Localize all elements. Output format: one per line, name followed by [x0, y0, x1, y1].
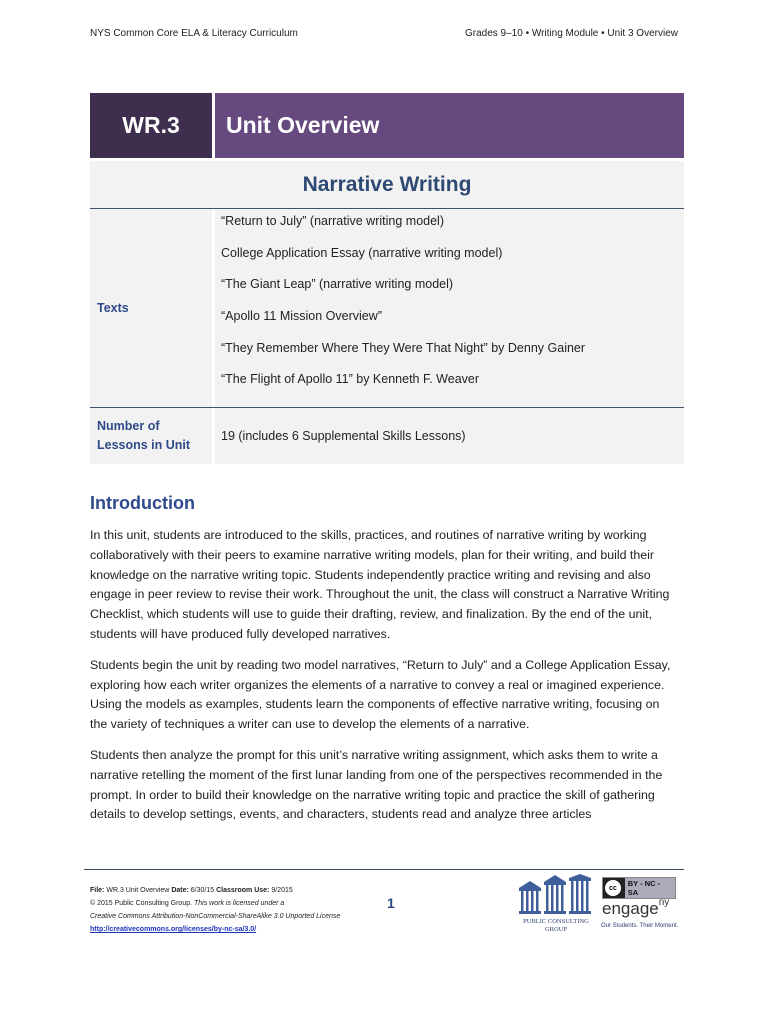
- license-link[interactable]: http://creativecommons.org/licenses/by-nc-sa/3.0/: [90, 926, 257, 933]
- text-item: “The Giant Leap” (narrative writing model): [221, 277, 454, 292]
- engageny-tagline: Our Students. Their Moment.: [601, 923, 679, 929]
- texts-label: Texts: [97, 300, 129, 315]
- paragraph: In this unit, students are introduced to the skills, practices, and routines of narrative writing by working collaboratively with their peers to examine narrative writing models, plan for their writing, and build their knowledge on the narrative writing topic. Students independently practice writing and revising and also engage in peer review to revise their work. Throughout the unit, the class will construct a Narrative Writing Checklist, which students will use to guide their drafting, review, and finalization. By the end of the unit, students will have produced fully developed narratives.: [90, 528, 670, 641]
- lessons-label: Number of Lessons in Unit: [97, 419, 191, 453]
- page-number: 1: [387, 895, 395, 911]
- text-item: College Application Essay (narrative writing model): [221, 245, 503, 260]
- introduction-body: [90, 526, 680, 836]
- title-row: [90, 93, 684, 158]
- creative-commons-badge: [602, 877, 676, 899]
- texts-row: [90, 209, 684, 407]
- cc-icon: cc: [605, 880, 621, 896]
- header-curriculum: NYS Common Core ELA & Literacy Curriculum: [90, 28, 298, 39]
- text-item: “They Remember Where They Were That Night” by Denny Gainer: [221, 340, 586, 355]
- paragraph: Students begin the unit by reading two model narratives, “Return to July” and a College Application Essay, exploring how each writer organizes the elements of a narrative to convey a real or imagined experience. Using the models as examples, students learn the components of effective narrative writing, focusing on the variety of techniques a writer can use to develop the elements of a narrative.: [90, 657, 671, 732]
- text-item: “Return to July” (narrative writing model): [221, 214, 444, 228]
- lessons-value: 19 (includes 6 Supplemental Skills Lessons): [221, 429, 466, 444]
- text-item: “Apollo 11 Mission Overview”: [221, 309, 382, 324]
- cc-license-label: BY - NC - SA: [625, 878, 675, 898]
- unit-title: Unit Overview: [215, 93, 684, 158]
- footer-divider: [84, 869, 684, 870]
- pcg-name: PUBLIC CONSULTING GROUP: [523, 918, 589, 933]
- unit-subtitle: Narrative Writing: [90, 161, 684, 209]
- paragraph: Students then analyze the prompt for this unit’s narrative writing assignment, which asks them to write a narrative retelling the moment of the first lunar landing from one of the perspectives recommended in the prompt. In order to build their knowledge on the narrative writing topic and practice the skill of gathering details to develop settings, events, and characters, students read and analyze three articles: [90, 747, 663, 822]
- footer-file-line: File: WR.3 Unit Overview Date: 6/30/15 Classroom Use: 9/2015: [90, 887, 293, 894]
- lessons-row: [90, 407, 684, 464]
- footer-copyright: © 2015 Public Consulting Group. This work is licensed under a: [90, 900, 285, 907]
- footer-license: Creative Commons Attribution-NonCommercial-ShareAlike 3.0 Unported License: [90, 913, 341, 920]
- header-module: Grades 9–10 • Writing Module • Unit 3 Overview: [464, 28, 678, 39]
- footer-info: [90, 884, 340, 936]
- engageny-logo: engage$^{ny}$: [602, 897, 670, 918]
- introduction-heading: Introduction: [90, 493, 195, 513]
- text-item: “The Flight of Apollo 11” by Kenneth F. Weaver: [221, 372, 480, 387]
- unit-code: WR.3: [90, 93, 212, 158]
- unit-overview-table: [90, 93, 684, 464]
- texts-list: [215, 209, 684, 407]
